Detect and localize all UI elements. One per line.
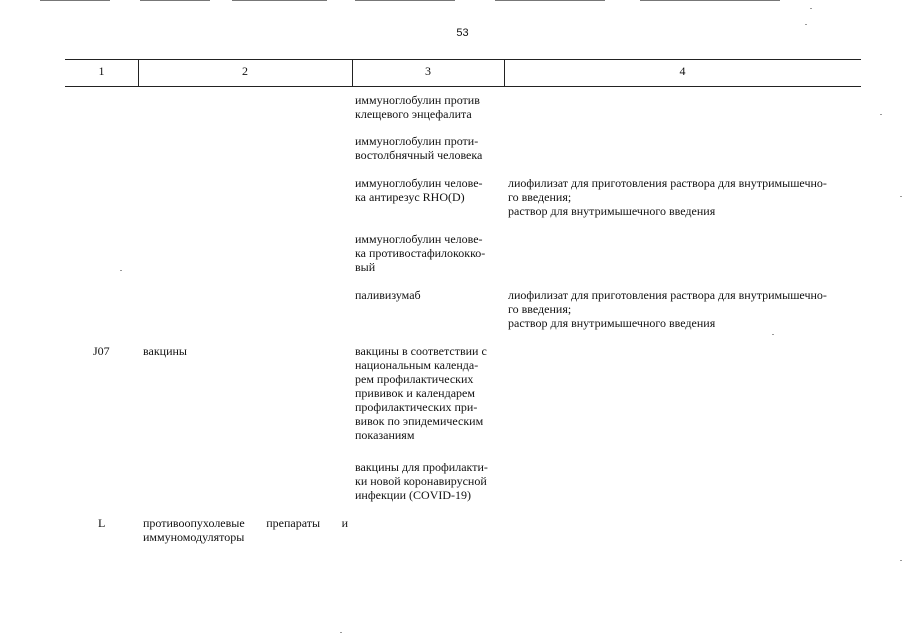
scan-speck (900, 560, 902, 561)
drug-name (355, 93, 505, 121)
header-col-2: 2 (242, 64, 248, 78)
scan-artifact-line (140, 0, 210, 1)
text-line: раствор для внутримышечного введения (508, 204, 716, 218)
drug-name (355, 232, 505, 274)
table-header-bottom-border (65, 86, 861, 87)
text-line: инфекции (COVID-19) (355, 488, 472, 502)
scan-artifact-line (640, 0, 780, 1)
text-line: лиофилизат для приготовления раствора для внутримышечно- (508, 176, 827, 190)
atc-group-name: вакцины (143, 344, 187, 358)
scan-speck (120, 270, 122, 271)
word: препараты (266, 516, 321, 530)
text-line: иммуномодуляторы (143, 530, 245, 544)
header-col-1: 1 (98, 64, 105, 78)
text-line: иммуноглобулин против (355, 93, 480, 107)
text-line: рем профилактических (355, 372, 474, 386)
word: противоопухолевые (143, 516, 245, 530)
text-line: вакцины для профилакти- (355, 460, 488, 474)
atc-code: J07 (93, 344, 110, 358)
text-line: вивок по эпидемическим (355, 414, 484, 428)
page-number: 53 (456, 27, 469, 39)
text-line: прививок и календарем (355, 386, 475, 400)
header-col-4: 4 (679, 64, 686, 78)
dosage-forms (508, 176, 860, 218)
text-line: раствор для внутримышечного введения (508, 316, 716, 330)
text-line: ка противостафилококко- (355, 246, 486, 260)
drug-name (355, 176, 505, 204)
scan-artifact-line (355, 0, 455, 1)
scan-speck (900, 196, 902, 197)
text-line: показаниям (355, 428, 415, 442)
scan-speck (810, 8, 812, 9)
scan-speck (772, 334, 774, 335)
dosage-forms (508, 288, 860, 330)
word: и (341, 516, 348, 530)
atc-code: L (98, 516, 106, 530)
header-col-3: 3 (425, 64, 431, 78)
scan-artifact-line (40, 0, 110, 1)
text-line: национальным календа- (355, 358, 479, 372)
text-line: иммуноглобулин проти- (355, 134, 479, 148)
text-line: востолбнячный человека (355, 148, 483, 162)
drug-name (355, 460, 505, 502)
scan-speck (880, 114, 882, 115)
atc-group-name (143, 516, 348, 544)
text-line (143, 516, 348, 530)
text-line: го введения; (508, 190, 572, 204)
text-line: клещевого энцефалита (355, 107, 472, 121)
text-line: вый (355, 260, 376, 274)
text-line: профилактических при- (355, 400, 478, 414)
scan-speck (805, 24, 807, 25)
text-line: лиофилизат для приготовления раствора для внутримышечно- (508, 288, 827, 302)
text-line: ки новой коронавирусной (355, 474, 487, 488)
scan-artifact-line (495, 0, 605, 1)
text-line: вакцины в соответствии с (355, 344, 487, 358)
scan-speck (340, 632, 342, 633)
text-line: паливизумаб (355, 288, 421, 302)
text-line: ка антирезус RHO(D) (355, 190, 465, 204)
text-line: иммуноглобулин челове- (355, 176, 483, 190)
table-top-border (65, 59, 861, 60)
text-line: го введения; (508, 302, 572, 316)
drug-name (355, 134, 505, 162)
drug-name (355, 288, 505, 302)
text-line: иммуноглобулин челове- (355, 232, 483, 246)
scan-artifact-line (232, 0, 327, 1)
drug-name (355, 344, 505, 442)
